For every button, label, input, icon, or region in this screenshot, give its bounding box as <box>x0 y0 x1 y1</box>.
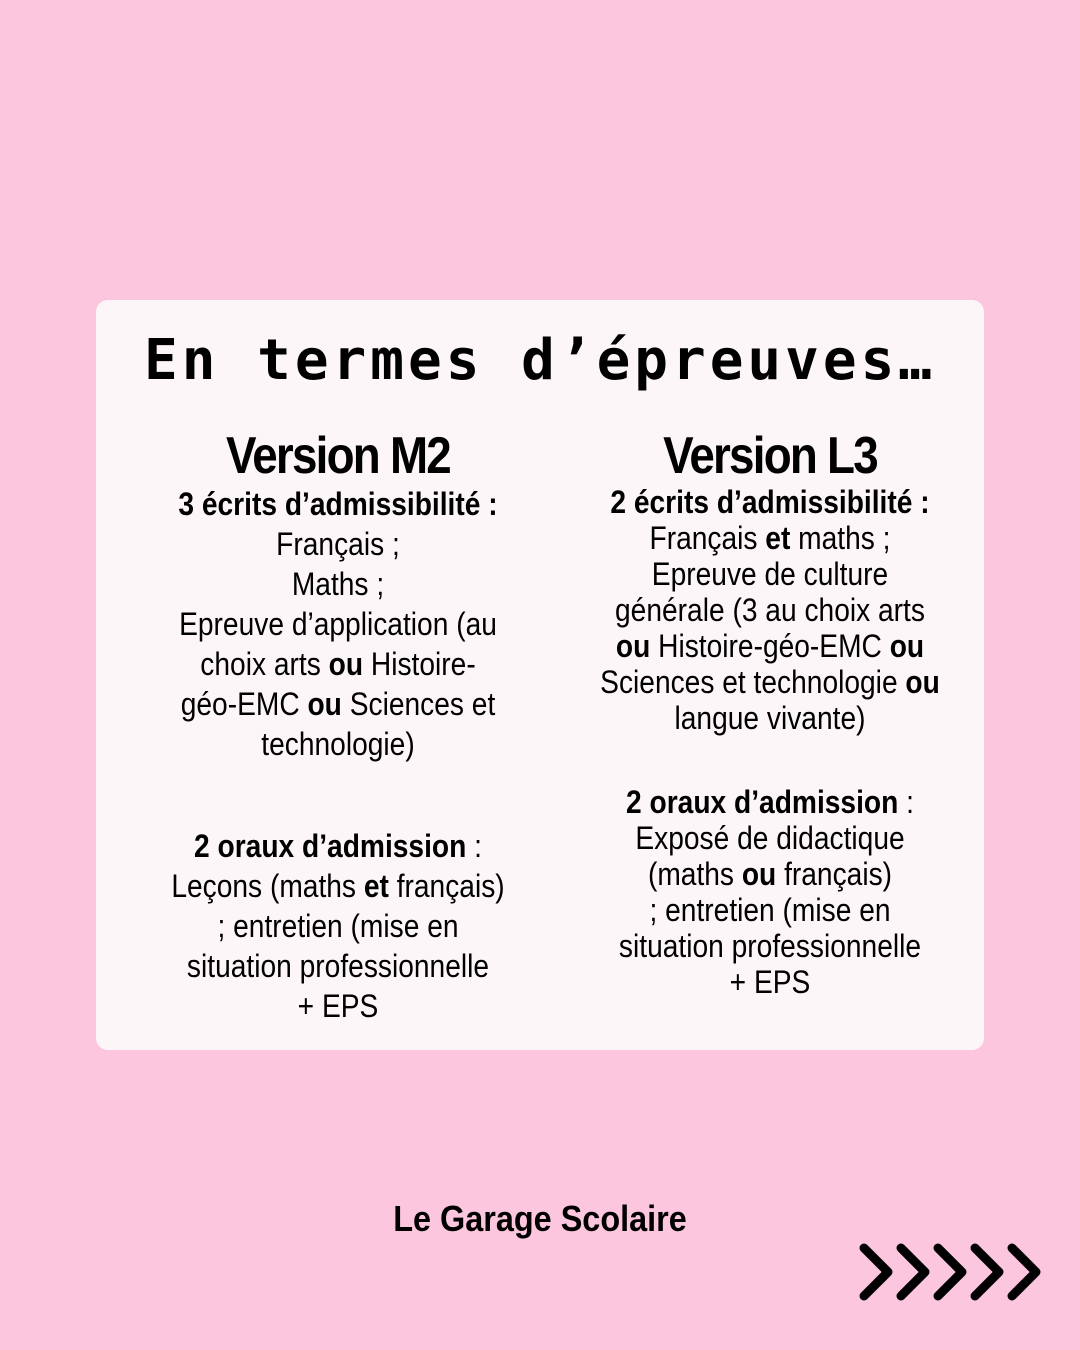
m2-ecrits-line: Maths ; <box>291 566 385 602</box>
l3-ecrits-line: Epreuve de culture <box>651 556 889 592</box>
m2-text: choix arts <box>200 646 321 682</box>
m2-text: Leçons (maths <box>171 868 364 904</box>
l3-ou: ou <box>889 628 925 664</box>
m2-ecrits-line <box>157 684 520 724</box>
m2-oraux-line: + EPS <box>297 988 379 1024</box>
version-m2-title: Version M2 <box>225 427 451 485</box>
l3-ecrits-line <box>589 628 952 664</box>
l3-ecrits-label: 2 écrits d’admissibilité : <box>610 484 930 520</box>
m2-oraux-line <box>157 866 520 906</box>
m2-ou: ou <box>328 646 364 682</box>
l3-oraux-line: + EPS <box>729 964 811 1000</box>
m2-oraux-heading <box>157 826 520 866</box>
m2-colon: : <box>466 828 482 864</box>
m2-text: français) <box>388 868 505 904</box>
l3-oraux-line: Exposé de didactique <box>635 820 905 856</box>
l3-text: Sciences et technologie <box>600 664 906 700</box>
column-m2 <box>132 428 544 1026</box>
l3-text: Histoire-géo-EMC <box>650 628 890 664</box>
l3-oraux-heading <box>589 784 952 820</box>
m2-oraux-block <box>157 826 520 1026</box>
m2-ecrits-line <box>157 644 520 684</box>
m2-ou: ou <box>307 686 342 722</box>
l3-ecrits-block <box>589 484 952 736</box>
content-card <box>96 300 984 1050</box>
l3-oraux-line <box>589 856 952 892</box>
l3-colon: : <box>898 784 914 820</box>
m2-text: Histoire- <box>370 646 476 682</box>
page-title: En termes d’épreuves… <box>143 328 936 393</box>
l3-oraux-line: ; entretien (mise en <box>649 892 891 928</box>
m2-oraux-line: situation professionnelle <box>186 948 490 984</box>
m2-et: et <box>363 868 389 904</box>
m2-ecrits-line: technologie) <box>261 726 415 762</box>
m2-oraux-line: ; entretien (mise en <box>217 908 459 944</box>
version-l3-title: Version L3 <box>663 427 877 485</box>
l3-text: Français <box>649 520 766 556</box>
l3-oraux-label: 2 oraux d’admission <box>626 784 899 820</box>
column-l3 <box>564 428 976 1000</box>
m2-ecrits-block <box>157 484 520 764</box>
l3-ou: ou <box>905 664 940 700</box>
l3-ecrits-line <box>589 664 952 700</box>
m2-oraux-label: 2 oraux d’admission <box>194 828 467 864</box>
m2-ecrits-line: Français ; <box>276 526 400 562</box>
l3-text: (maths <box>647 856 742 892</box>
m2-ecrits-label: 3 écrits d’admissibilité : <box>178 486 498 522</box>
l3-ecrits-line <box>589 520 952 556</box>
l3-oraux-line: situation professionnelle <box>618 928 922 964</box>
m2-text: géo-EMC <box>180 686 300 722</box>
l3-et: et <box>765 520 791 556</box>
l3-text: maths ; <box>790 520 891 556</box>
l3-text: français) <box>776 856 893 892</box>
l3-ou: ou <box>741 856 777 892</box>
m2-text: Sciences et <box>349 686 496 722</box>
chevrons-right-icon[interactable] <box>858 1240 1048 1304</box>
brand-name: Le Garage Scolaire <box>393 1198 687 1239</box>
l3-ecrits-line: langue vivante) <box>674 700 866 736</box>
l3-oraux-block <box>589 784 952 1000</box>
l3-ecrits-line: générale (3 au choix arts <box>615 592 925 628</box>
m2-ecrits-line: Epreuve d’application (au <box>179 606 497 642</box>
l3-ou: ou <box>615 628 651 664</box>
